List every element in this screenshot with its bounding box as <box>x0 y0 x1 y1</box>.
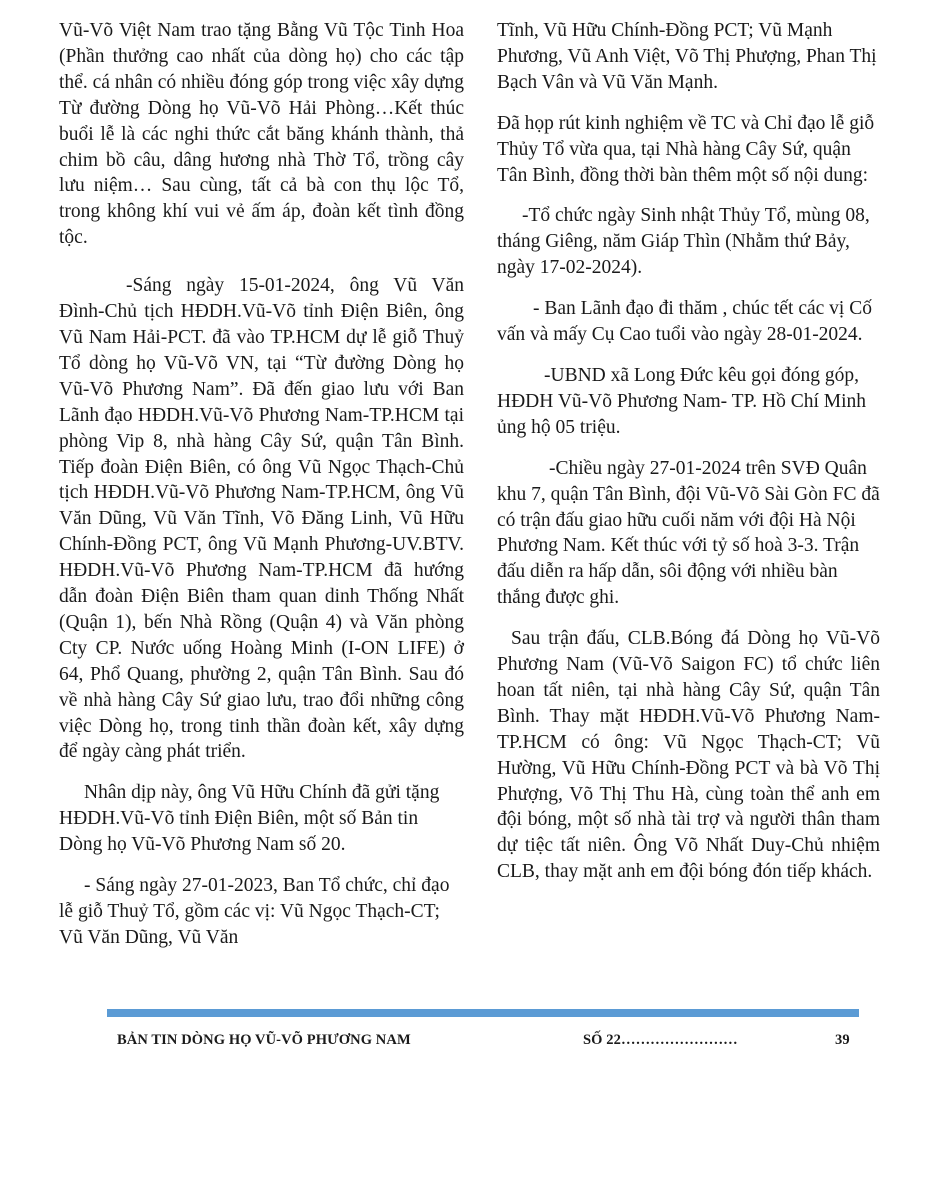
right-column <box>497 18 880 885</box>
right-paragraph-5: -UBND xã Long Đức kêu gọi đóng góp, HĐDH Vũ-Võ Phương Nam- TP. Hồ Chí Minh ủng hộ 05 triệu. <box>497 364 867 438</box>
left-paragraph-2: -Sáng ngày 15-01-2024, ông Vũ Văn Đình-Chủ tịch HĐDH.Vũ-Võ tỉnh Điện Biên, ông Vũ Nam Hải-PCT. đã vào TP.HCM dự lễ giỗ Thuỷ Tổ dòng họ Vũ-Võ VN, tại “Từ đường Dòng họ Vũ-Võ Phương Nam”. Đã đến giao lưu với Ban Lãnh đạo HĐDH.Vũ-Võ Phương Nam-TP.HCM tại phòng Vip 8, nhà hàng Cây Sứ, quận Tân Bình. Tiếp đoàn Điện Biên, có ông Vũ Ngọc Thạch-Chủ tịch HĐDH.Vũ-Võ Phương Nam-TP.HCM, ông Vũ Văn Dũng, Vũ Văn Tĩnh, Võ Đăng Linh, Vũ Hữu Chính-Đồng PCT, ông Vũ Mạnh Phương-UV.BTV. HĐDH.Vũ-Võ Phương Nam-TP.HCM đã hướng dẫn đoàn Điện Biên tham quan dinh Thống Nhất (Quận 1), bến Nhà Rồng (Quận 4) và Văn phòng Cty CP. Nước uống Hoàng Minh (I-ON LIFE) ở 64, Phổ Quang, phường 2, quận Tân Bình. Sau đó về nhà hàng Cây Sứ giao lưu, trao đổi những công việc Dòng họ, trong tinh thần đoàn kết, xây dựng để ngày càng phát triển. <box>59 275 464 763</box>
left-column <box>59 18 464 951</box>
right-paragraph-4: - Ban Lãnh đạo đi thăm , chúc tết các vị Cố vấn và mấy Cụ Cao tuổi vào ngày 28-01-2024. <box>497 298 872 346</box>
footer-rule <box>107 1009 859 1017</box>
left-paragraph-3: Nhân dịp này, ông Vũ Hữu Chính đã gửi tặng HĐDH.Vũ-Võ tỉnh Điện Biên, một số Bản tin Dòng họ Vũ-Võ Phương Nam số 20. <box>59 782 440 856</box>
right-paragraph-6: -Chiều ngày 27-01-2024 trên SVĐ Quân khu 7, quận Tân Bình, đội Vũ-Võ Sài Gòn FC đã có trận đấu giao hữu cuối năm với đội Hà Nội Phương Nam. Kết thúc với tỷ số hoà 3-3. Trận đấu diễn ra hấp dẫn, sôi động với nhiều bàn thắng được ghi. <box>497 457 880 609</box>
footer-publication-title: BẢN TIN DÒNG HỌ VŨ-VÕ PHƯƠNG NAM <box>117 1032 411 1048</box>
footer-page-number: 39 <box>835 1032 850 1048</box>
right-paragraph-2: Đã họp rút kinh nghiệm về TC và Chỉ đạo lễ giỗ Thủy Tổ vừa qua, tại Nhà hàng Cây Sứ, quận Tân Bình, đồng thời bàn thêm một số nội dung: <box>497 112 875 186</box>
right-paragraph-1: Tĩnh, Vũ Hữu Chính-Đồng PCT; Vũ Mạnh Phương, Vũ Anh Việt, Võ Thị Phượng, Phan Thị Bạch Vân và Vũ Văn Mạnh. <box>497 20 877 93</box>
left-paragraph-4: - Sáng ngày 27-01-2023, Ban Tổ chức, chỉ đạo lễ giỗ Thuỷ Tổ, gồm các vị: Vũ Ngọc Thạch-CT; Vũ Văn Dũng, Vũ Văn <box>59 875 450 948</box>
right-paragraph-7: Sau trận đấu, CLB.Bóng đá Dòng họ Vũ-Võ Phương Nam (Vũ-Võ Saigon FC) tổ chức liên hoan tất niên, tại nhà hàng Cây Sứ, quận Tân Bình. Thay mặt HĐDH.Vũ-Võ Phương Nam-TP.HCM có ông: Vũ Ngọc Thạch-CT; Vũ Hường, Vũ Hữu Chính-Đồng PCT và bà Võ Thị Phượng, Võ Thị Thu Hà, cùng toàn thể anh em đội bóng, một số nhà tài trợ và người thân tham dự tiệc tất niên. Ông Võ Nhất Duy-Chủ nhiệm CLB, thay mặt anh em đội bóng đón tiếp khách. <box>497 628 880 883</box>
right-paragraph-3: -Tổ chức ngày Sinh nhật Thủy Tổ, mùng 08, tháng Giêng, năm Giáp Thìn (Nhằm thứ Bảy, ngày 17-02-2024). <box>497 205 870 279</box>
footer-issue-number: SỐ 22…………………… <box>583 1032 738 1048</box>
left-paragraph-1: Vũ-Võ Việt Nam trao tặng Bằng Vũ Tộc Tinh Hoa (Phần thưởng cao nhất của dòng họ) cho các tập thể. cá nhân có nhiều đóng góp trong việc xây dựng Từ đường Dòng họ Vũ-Võ Hải Phòng…Kết thúc buổi lễ là các nghi thức cắt băng khánh thành, thả chim bồ câu, dâng hương nhà Thờ Tổ, trồng cây lưu niệm… Sau cùng, tất cả bà con thụ lộc Tổ, trong không khí vui vẻ ấm áp, đoàn kết tình đồng tộc. <box>59 20 464 249</box>
